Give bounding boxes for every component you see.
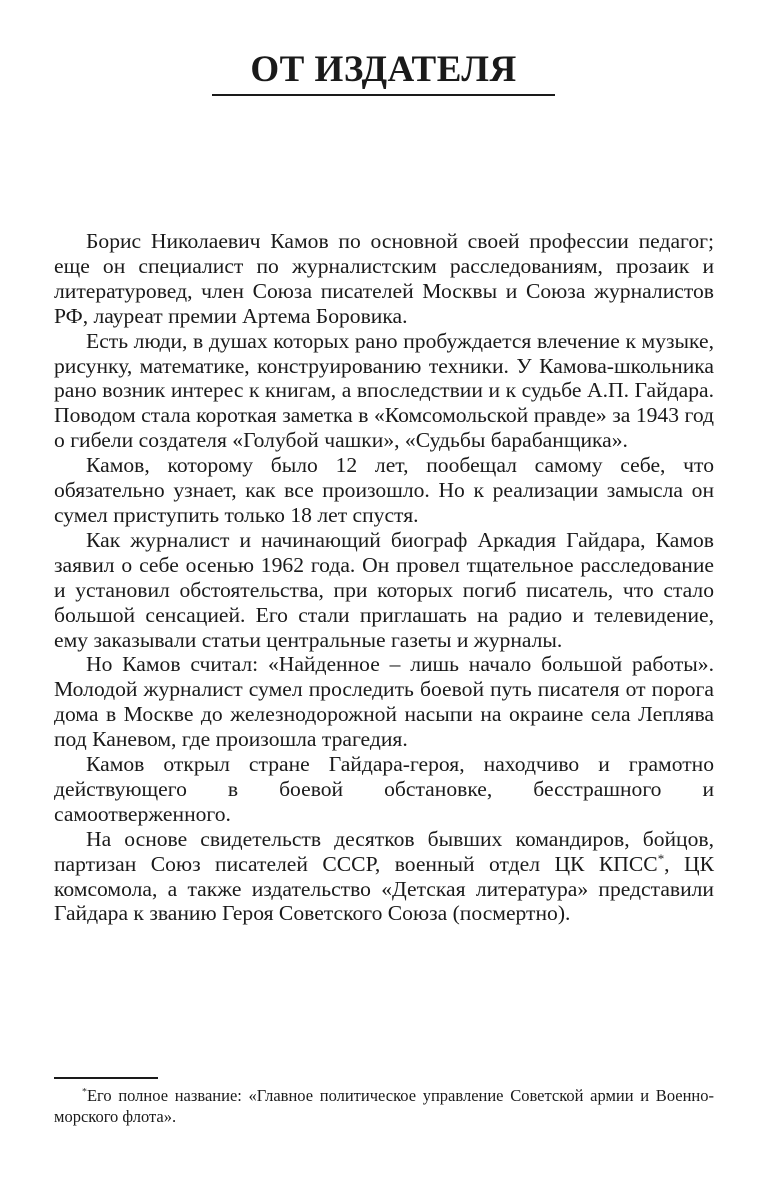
footnote-mark: *	[82, 1086, 87, 1098]
paragraph-6: Камов открыл стране Гайдара-героя, находчиво и грамотно действующего в боевой обстановке, бесстрашного и самоотверженного.	[54, 752, 714, 826]
paragraph-3: Камов, которому было 12 лет, пообещал самому себе, что обязательно узнает, как все произошло. Но к реализации замысла он сумел приступить только 18 лет спустя.	[54, 453, 714, 527]
heading-block	[212, 48, 555, 96]
footnote-reference: *	[657, 850, 665, 866]
page-title: ОТ ИЗДАТЕЛЯ	[250, 49, 517, 90]
paragraph-1: Борис Николаевич Камов по основной своей профессии педагог; еще он специалист по журналистским расследованиям, прозаик и литературовед, член Союза писателей Москвы и Союза журналистов РФ, лауреат премии Артема Боровика.	[54, 229, 714, 328]
paragraph-7-start: На основе свидетельств десятков бывших командиров, бойцов, партизан Союз писателей СССР, военный отдел ЦК КПСС	[54, 826, 714, 876]
paragraph-4: Как журналист и начинающий биограф Аркадия Гайдара, Камов заявил о себе осенью 1962 года. Он провел тщательное расследование и установил обстоятельства, при которых погиб писатель, что стало большой сенсацией. Его стали приглашать на радио и телевидение, ему заказывали статьи центральные газеты и журналы.	[54, 527, 714, 652]
footnote-text: Его полное название: «Главное политическое управление Советской армии и Военно-морского флота».	[54, 1086, 714, 1126]
title-underline	[212, 94, 555, 96]
paragraph-7	[54, 827, 714, 927]
footnote	[54, 1085, 714, 1127]
paragraph-5: Но Камов считал: «Найденное – лишь начало большой работы». Молодой журналист сумел проследить боевой путь писателя от порога дома в Москве до железнодорожной насыпи на окраине села Леплява под Каневом, где произошла трагедия.	[54, 652, 714, 752]
body-text	[54, 229, 714, 926]
footnote-separator	[54, 1077, 158, 1079]
paragraph-2: Есть люди, в душах которых рано пробуждается влечение к музыке, рисунку, математике, конструированию техники. У Камова-школьника рано возник интерес к книгам, а впоследствии и к судьбе А.П. Гайдара. Поводом стала короткая заметка в «Комсомольской правде» за 1943 год о гибели создателя «Голубой чашки», «Судьбы барабанщика».	[54, 328, 714, 453]
paragraph-7-end: , ЦК комсомола, а также издательство «Детская литература» представили Гайдара к званию Героя Советского Союза (посмертно).	[54, 851, 714, 926]
footnote-paragraph	[54, 1085, 714, 1127]
